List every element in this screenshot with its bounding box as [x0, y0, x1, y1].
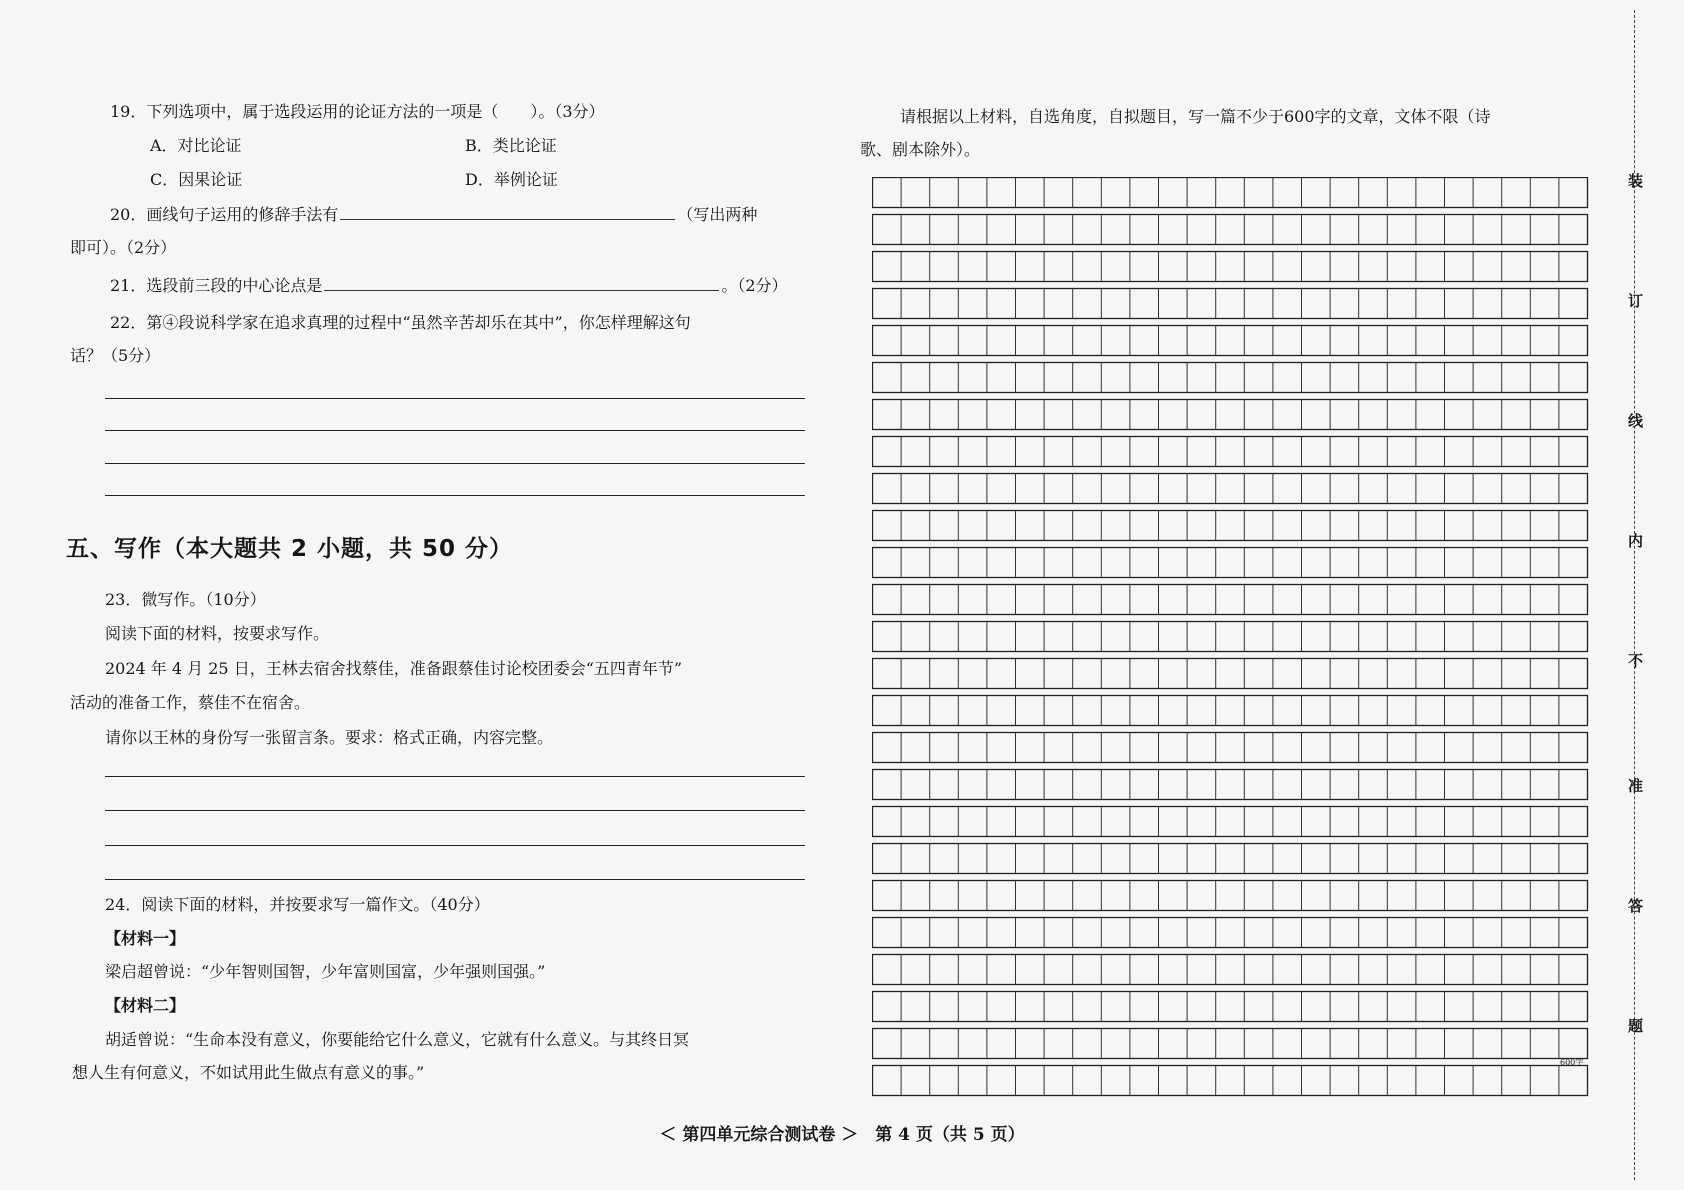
q20-before: 20．画线句子运用的修辞手法有: [110, 205, 339, 224]
q23-answer-line-2[interactable]: [105, 810, 805, 811]
grid-row[interactable]: [873, 844, 1588, 874]
grid-row[interactable]: [873, 733, 1588, 763]
q19-option-b: B．类比论证: [465, 136, 557, 155]
page-footer: ＜ 第四单元综合测试卷 ＞ 第 4 页（共 5 页）: [659, 1125, 1025, 1145]
binding-text-3: 线: [1628, 412, 1644, 430]
grid-row[interactable]: [873, 326, 1588, 356]
q21-answer-blank[interactable]: [324, 276, 719, 291]
essay-writing-grid[interactable]: [872, 177, 1592, 1102]
q20-answer-blank[interactable]: [340, 205, 675, 220]
q19-option-d: D．举例论证: [465, 170, 558, 189]
q19-option-a: A．对比论证: [150, 136, 242, 155]
essay-prompt-line1: 请根据以上材料，自选角度，自拟题目，写一篇不少于600字的文章，文体不限（诗: [900, 107, 1491, 126]
grid-row[interactable]: [873, 918, 1588, 948]
grid-row[interactable]: [873, 585, 1588, 615]
grid-row[interactable]: [873, 1029, 1588, 1059]
binding-text-2: 订: [1628, 292, 1644, 310]
grid-row[interactable]: [873, 659, 1588, 689]
q23-head: 23．微写作。（10分）: [105, 590, 266, 609]
grid-row[interactable]: [873, 696, 1588, 726]
q24-material2-line2: 想人生有何意义，不如试用此生做点有意义的事。”: [72, 1063, 425, 1082]
q22-answer-line-1[interactable]: [105, 398, 805, 399]
q24-head: 24．阅读下面的材料，并按要求写一篇作文。（40分）: [105, 895, 490, 914]
grid-row[interactable]: [873, 770, 1588, 800]
grid-row[interactable]: [873, 289, 1588, 319]
grid-row[interactable]: [873, 474, 1588, 504]
q22-line2: 话？（5分）: [70, 346, 161, 365]
q22-answer-line-4[interactable]: [105, 495, 805, 496]
q24-material1-title: 【材料一】: [105, 929, 186, 948]
q23-answer-line-3[interactable]: [105, 845, 805, 846]
q23-answer-line-4[interactable]: [105, 879, 805, 880]
grid-row[interactable]: [873, 400, 1588, 430]
q22-line1: 22．第④段说科学家在追求真理的过程中“虽然辛苦却乐在其中”，你怎样理解这句: [110, 313, 691, 332]
q24-material2-line1: 胡适曾说：“生命本没有意义，你要能给它什么意义，它就有什么意义。与其终日冥: [105, 1030, 690, 1049]
grid-row[interactable]: [873, 437, 1588, 467]
q19-stem: 19．下列选项中，属于选段运用的论证方法的一项是（ ）。（3分）: [110, 102, 605, 121]
q23-para1-line1: 2024 年 4 月 25 日，王林去宿舍找蔡佳，准备跟蔡佳讨论校团委会“五四青年节”: [105, 659, 683, 678]
q21-after: 。（2分）: [721, 276, 788, 295]
grid-row[interactable]: [873, 622, 1588, 652]
section-five-title: 五、写作（本大题共 2 小题，共 50 分）: [66, 536, 514, 562]
q24-material1-text: 梁启超曾说：“少年智则国智，少年富则国富，少年强则国强。”: [105, 962, 546, 981]
grid-row[interactable]: [873, 511, 1588, 541]
grid-row[interactable]: [873, 955, 1588, 985]
q23-instruction: 阅读下面的材料，按要求写作。: [105, 624, 330, 643]
grid-row[interactable]: [873, 881, 1588, 911]
q20-after: （写出两种: [677, 205, 758, 224]
q23-answer-line-1[interactable]: [105, 776, 805, 777]
q21-line: [110, 276, 788, 296]
q24-material2-title: 【材料二】: [105, 996, 186, 1015]
binding-text-5: 不: [1628, 652, 1644, 670]
grid-row[interactable]: [873, 1066, 1588, 1096]
grid-row[interactable]: [873, 548, 1588, 578]
binding-text-1: 装: [1628, 172, 1644, 190]
q20-line2: 即可）。（2分）: [70, 238, 177, 257]
grid-row[interactable]: [873, 178, 1588, 208]
q22-answer-line-3[interactable]: [105, 463, 805, 464]
word-count-mark: 600字: [1560, 1058, 1584, 1067]
binding-text-8: 题: [1628, 1017, 1644, 1035]
grid-row[interactable]: [873, 252, 1588, 282]
binding-text-7: 答: [1628, 897, 1644, 915]
q23-para1-line2: 活动的准备工作，蔡佳不在宿舍。: [70, 693, 311, 712]
binding-text-6: 准: [1628, 777, 1644, 795]
q23-para2: 请你以王林的身份写一张留言条。要求：格式正确，内容完整。: [105, 728, 554, 747]
q21-before: 21．选段前三段的中心论点是: [110, 276, 323, 295]
q20-line1: [110, 205, 757, 225]
q19-option-c: C．因果论证: [150, 170, 243, 189]
grid-row[interactable]: [873, 992, 1588, 1022]
grid-row[interactable]: [873, 807, 1588, 837]
binding-text-4: 内: [1628, 532, 1644, 550]
essay-prompt-line2: 歌、剧本除外）。: [860, 140, 981, 159]
q22-answer-line-2[interactable]: [105, 430, 805, 431]
grid-row[interactable]: [873, 363, 1588, 393]
grid-row[interactable]: [873, 215, 1588, 245]
